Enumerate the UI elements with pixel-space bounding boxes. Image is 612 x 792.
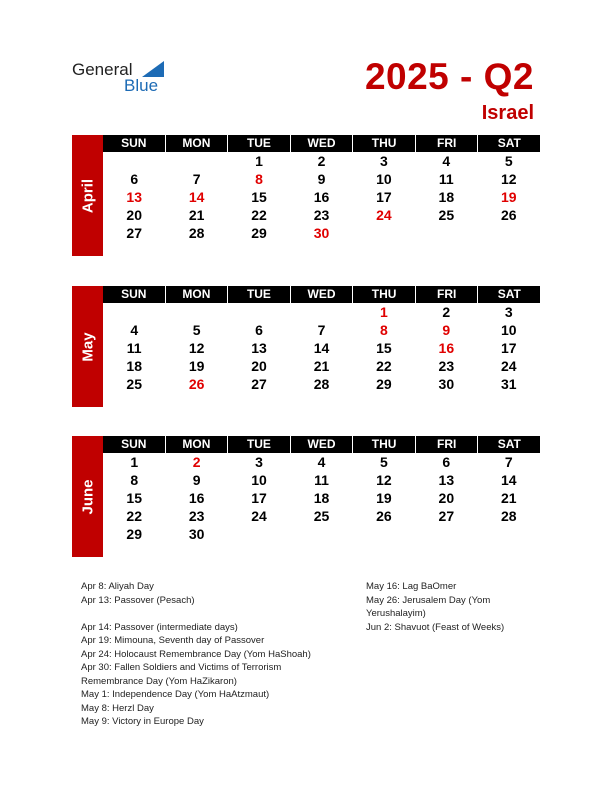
day-cell: 27	[438, 508, 455, 524]
day-cell: 29	[126, 526, 142, 542]
day-cell: 4	[442, 153, 451, 169]
day-cell: 18	[438, 189, 455, 205]
day-cell: 2	[442, 304, 451, 320]
country-name: Israel	[481, 102, 534, 124]
holiday-note: May 1: Independence Day (Yom HaAtzmaut)	[81, 689, 270, 700]
weekday-label: TUE	[227, 286, 290, 303]
holiday-note: Apr 30: Fallen Soldiers and Victims of Terrorism	[81, 662, 282, 673]
day-cell: 20	[251, 358, 267, 374]
day-cell: 26	[376, 508, 392, 524]
empty-day-cell	[228, 525, 290, 543]
weekday-label: WED	[290, 436, 353, 453]
day-cell: 22	[126, 508, 142, 524]
day-cell: 24	[500, 358, 517, 374]
holiday-day-cell: 2	[192, 454, 201, 470]
holiday-note: Apr 8: Aliyah Day	[81, 581, 154, 592]
month-tab	[72, 135, 103, 256]
empty-day-cell	[478, 525, 540, 543]
weekday-label: THU	[352, 286, 415, 303]
week-row	[103, 188, 540, 206]
weekday-label: SUN	[121, 437, 147, 451]
day-cell: 6	[130, 171, 139, 187]
holiday-note: Apr 24: Holocaust Remembrance Day (Yom HaShoah)	[81, 648, 311, 660]
day-cell: 6	[442, 454, 451, 470]
empty-day-cell	[165, 152, 227, 170]
day-cell: 12	[376, 472, 392, 488]
weekday-label: SUN	[121, 136, 147, 150]
holiday-day-cell: 24	[376, 207, 392, 223]
day-cell: 17	[251, 490, 267, 506]
logo-blue-text: Blue	[124, 76, 159, 95]
week-row	[103, 224, 540, 242]
day-cell: 18	[313, 490, 330, 506]
month-grid	[103, 286, 540, 393]
day-cell: 21	[500, 490, 517, 506]
holiday-note: May 8: Herzl Day	[81, 702, 154, 714]
weekday-label: FRI	[415, 436, 478, 453]
weekday-label: MON	[165, 436, 228, 453]
day-cell: 19	[376, 490, 392, 506]
day-cell: 13	[251, 340, 267, 356]
holiday-day-cell: 1	[380, 304, 388, 320]
holiday-note: Jun 2: Shavuot (Feast of Weeks)	[366, 621, 505, 633]
month-calendar-april	[72, 135, 540, 256]
day-cell: 16	[313, 189, 330, 205]
empty-day-cell	[103, 152, 165, 170]
weekday-label: SUN	[121, 287, 147, 301]
month-grid	[103, 436, 540, 543]
day-cell: 14	[313, 340, 330, 356]
day-cell: 1	[130, 454, 139, 470]
empty-day-cell	[415, 525, 477, 543]
empty-day-cell	[353, 224, 415, 242]
weekday-label: FRI	[415, 135, 478, 152]
weekday-label: FRI	[415, 286, 478, 303]
holiday-day-cell: 26	[188, 376, 205, 392]
day-cell: 23	[188, 508, 205, 524]
day-cell: 10	[376, 171, 392, 187]
day-cell: 28	[313, 376, 330, 392]
day-cell: 20	[438, 490, 455, 506]
day-cell: 16	[188, 490, 205, 506]
day-cell: 13	[438, 472, 455, 488]
logo-triangle-icon	[142, 61, 164, 77]
day-cell: 17	[500, 340, 517, 356]
week-row	[103, 375, 540, 393]
holiday-note: Remembrance Day (Yom HaZikaron)	[81, 675, 237, 687]
empty-day-cell	[228, 303, 290, 321]
holiday-note: Yerushalayim)	[366, 608, 426, 619]
page-title: 2025 - Q2	[364, 56, 534, 97]
day-cell: 8	[130, 472, 139, 488]
day-cell: 11	[126, 340, 142, 356]
day-cell: 26	[500, 207, 517, 223]
holiday-note: May 16: Lag BaOmer	[366, 581, 457, 592]
day-cell: 17	[376, 189, 392, 205]
day-cell: 4	[130, 322, 139, 338]
weekday-label: SAT	[477, 436, 540, 453]
day-cell: 3	[380, 153, 388, 169]
weekday-label: SAT	[477, 286, 540, 303]
day-cell: 15	[376, 340, 392, 356]
day-cell: 27	[126, 225, 142, 241]
weekday-label: TUE	[227, 436, 290, 453]
week-row	[103, 525, 540, 543]
month-label: April	[79, 178, 96, 213]
day-cell: 3	[504, 304, 513, 320]
empty-day-cell	[290, 303, 352, 321]
month-grid	[103, 135, 540, 242]
day-cell: 10	[251, 472, 267, 488]
day-cell: 15	[251, 189, 267, 205]
day-cell: 1	[255, 153, 263, 169]
weekday-label: SAT	[477, 135, 540, 152]
empty-day-cell	[103, 303, 165, 321]
day-cell: 18	[126, 358, 142, 374]
weekday-label: THU	[352, 135, 415, 152]
brand-logo	[72, 60, 172, 96]
day-cell: 12	[500, 171, 517, 187]
day-cell: 29	[251, 225, 267, 241]
month-label: June	[79, 478, 96, 515]
week-row	[103, 339, 540, 357]
weekday-header	[103, 436, 540, 453]
week-row	[103, 170, 540, 188]
weekday-label: WED	[290, 135, 353, 152]
week-row	[103, 321, 540, 339]
weekday-label: MON	[165, 135, 228, 152]
day-cell: 24	[251, 508, 267, 524]
holiday-day-cell: 14	[188, 189, 205, 205]
weekday-label: WED	[290, 286, 353, 303]
empty-day-cell	[415, 224, 477, 242]
holiday-notes-left	[81, 580, 311, 729]
week-row	[103, 303, 540, 321]
day-cell: 4	[317, 454, 326, 470]
week-row	[103, 471, 540, 489]
month-tab	[72, 286, 103, 407]
day-cell: 25	[313, 508, 330, 524]
week-row	[103, 489, 540, 507]
holiday-day-cell: 16	[438, 340, 455, 356]
day-cell: 29	[376, 376, 392, 392]
holiday-note: Apr 14: Passover (intermediate days)	[81, 621, 238, 633]
day-cell: 21	[313, 358, 330, 374]
day-cell: 25	[126, 376, 142, 392]
week-row	[103, 453, 540, 471]
day-cell: 22	[376, 358, 392, 374]
day-cell: 5	[380, 454, 388, 470]
day-cell: 11	[314, 472, 329, 488]
empty-day-cell	[165, 303, 227, 321]
week-row	[103, 152, 540, 170]
day-cell: 7	[317, 322, 326, 338]
day-cell: 25	[438, 207, 455, 223]
weekday-header	[103, 135, 540, 152]
empty-day-cell	[290, 525, 352, 543]
day-cell: 9	[317, 171, 326, 187]
weekday-label: THU	[352, 436, 415, 453]
holiday-note: Apr 13: Passover (Pesach)	[81, 594, 195, 606]
day-cell: 7	[192, 171, 201, 187]
day-cell: 5	[192, 322, 201, 338]
day-cell: 23	[438, 358, 455, 374]
day-cell: 3	[255, 454, 263, 470]
holiday-note: May 9: Victory in Europe Day	[81, 716, 204, 727]
day-cell: 6	[255, 322, 263, 338]
day-cell: 23	[313, 207, 330, 223]
holiday-note: May 26: Jerusalem Day (Yom	[366, 594, 491, 606]
weekday-header	[103, 286, 540, 303]
day-cell: 28	[500, 508, 517, 524]
day-cell: 2	[317, 153, 326, 169]
weekday-label: TUE	[227, 135, 290, 152]
day-cell: 5	[504, 153, 513, 169]
day-cell: 12	[188, 340, 205, 356]
day-cell: 27	[251, 376, 267, 392]
month-tab	[72, 436, 103, 557]
day-cell: 31	[500, 376, 517, 392]
month-calendar-june	[72, 436, 540, 557]
day-cell: 9	[192, 472, 201, 488]
day-cell: 10	[500, 322, 517, 338]
holiday-day-cell: 19	[500, 189, 517, 205]
holiday-day-cell: 13	[126, 189, 142, 205]
day-cell: 20	[126, 207, 142, 223]
holiday-day-cell: 30	[313, 225, 330, 241]
holiday-day-cell: 8	[255, 171, 263, 187]
month-calendar-may	[72, 286, 540, 407]
holiday-notes-right	[366, 580, 504, 634]
logo-general-text: General	[72, 60, 133, 79]
day-cell: 21	[188, 207, 205, 223]
holiday-note: Apr 19: Mimouna, Seventh day of Passover	[81, 635, 265, 646]
empty-day-cell	[478, 224, 540, 242]
weekday-label: MON	[165, 286, 228, 303]
day-cell: 7	[504, 454, 513, 470]
day-cell: 19	[188, 358, 205, 374]
note-spacer	[81, 607, 311, 621]
empty-day-cell	[353, 525, 415, 543]
week-row	[103, 206, 540, 224]
day-cell: 30	[438, 376, 455, 392]
day-cell: 28	[188, 225, 205, 241]
day-cell: 30	[188, 526, 205, 542]
day-cell: 15	[126, 490, 142, 506]
day-cell: 22	[251, 207, 267, 223]
holiday-day-cell: 9	[442, 322, 451, 338]
month-label: May	[79, 331, 96, 362]
holiday-day-cell: 8	[380, 322, 388, 338]
day-cell: 11	[438, 171, 454, 187]
week-row	[103, 357, 540, 375]
week-row	[103, 507, 540, 525]
day-cell: 14	[500, 472, 517, 488]
